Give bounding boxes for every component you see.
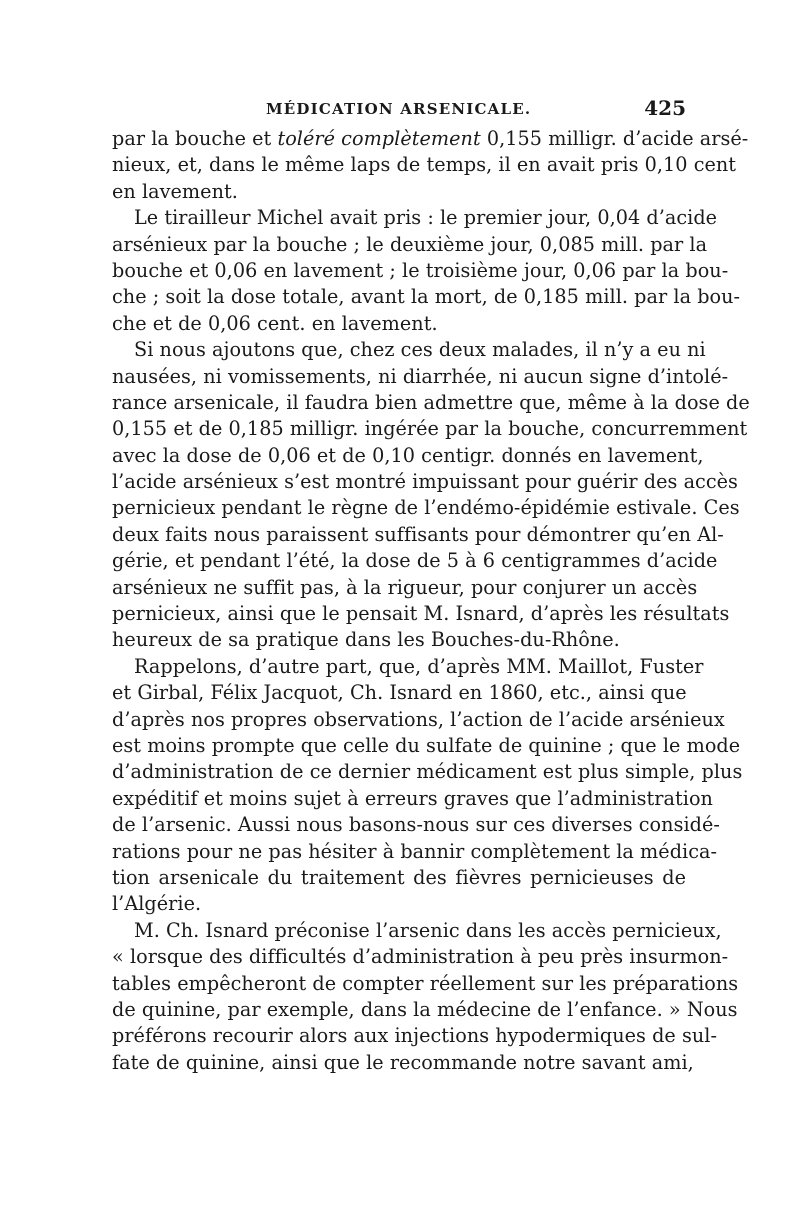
- paragraph-end-line: l’Algérie.: [112, 892, 202, 916]
- running-head: [112, 96, 686, 124]
- text-line: che ; soit la dose totale, avant la mort, de 0,185 mill. par la bou-: [112, 285, 741, 309]
- body-text: [112, 126, 750, 1076]
- paragraph-start-line: Le tirailleur Michel avait pris : le premier jour, 0,04 d’acide: [134, 206, 718, 230]
- text-line: nieux, et, dans le même laps de temps, il en avait pris 0,10 cent: [112, 153, 737, 177]
- text-line: bouche et 0,06 en lavement ; le troisième jour, 0,06 par la bou-: [112, 258, 729, 282]
- text-line: fate de quinine, ainsi que le recommande notre savant ami,: [112, 1050, 694, 1074]
- text-line: nausées, ni vomissements, ni diarrhée, ni aucun signe d’intolé-: [112, 364, 729, 388]
- text-line: par la bouche et toléré complètement 0,155 milligr. d’acide arsé-: [112, 127, 749, 150]
- text-line: 0,155 et de 0,185 milligr. ingérée par la bouche, concurremment: [112, 417, 748, 441]
- text-line: avec la dose de 0,06 et de 0,10 centigr. donnés en lavement,: [112, 443, 704, 467]
- paragraph-start-line: Rappelons, d’autre part, que, d’après MM. Maillot, Fuster: [134, 654, 704, 678]
- text-line: d’administration de ce dernier médicament est plus simple, plus: [112, 760, 743, 784]
- text-line: l’acide arsénieux s’est montré impuissant pour guérir des accès: [112, 470, 738, 494]
- text-line: préférons recourir alors aux injections hypodermiques de sul-: [112, 1024, 717, 1048]
- text-line: deux faits nous paraissent suffisants pour démontrer qu’en Al-: [112, 522, 724, 546]
- text-line: est moins prompte que celle du sulfate de quinine ; que le mode: [112, 733, 741, 757]
- paragraph-end-line: che et de 0,06 cent. en lavement.: [112, 311, 438, 335]
- text-line: « lorsque des difficultés d’administration à peu près insurmon-: [112, 945, 729, 969]
- text-line: d’après nos propres observations, l’action de l’acide arsénieux: [112, 707, 725, 731]
- text-line: rance arsenicale, il faudra bien admettre que, même à la dose de: [112, 390, 750, 414]
- text-line: et Girbal, Félix Jacquot, Ch. Isnard en 1860, etc., ainsi que: [112, 681, 687, 705]
- running-title: MÉDICATION ARSENICALE.: [266, 100, 532, 118]
- text-line: arsénieux ne suffit pas, à la rigueur, pour conjurer un accès: [112, 575, 698, 599]
- text-line: pernicieux, ainsi que le pensait M. Isnard, d’après les résultats: [112, 602, 730, 626]
- paragraph-end-line: en lavement.: [112, 179, 238, 203]
- text-line: pernicieux pendant le règne de l’endémo-épidémie estivale. Ces: [112, 496, 740, 520]
- text-line: de quinine, par exemple, dans la médecine de l’enfance. » Nous: [112, 997, 738, 1021]
- text-line: tables empêcheront de compter réellement sur les préparations: [112, 971, 739, 995]
- emphasis-text: toléré complètement: [277, 127, 481, 150]
- text-line: gérie, et pendant l’été, la dose de 5 à 6 centigrammes d’acide: [112, 549, 718, 573]
- text-line: expéditif et moins sujet à erreurs graves que l’administration: [112, 786, 713, 810]
- text-line: rations pour ne pas hésiter à bannir complètement la médica-: [112, 839, 718, 863]
- paragraph-start-line: Si nous ajoutons que, chez ces deux malades, il n’y a eu ni: [134, 338, 706, 362]
- paragraph-start-line: M. Ch. Isnard préconise l’arsenic dans les accès pernicieux,: [134, 918, 722, 942]
- text-line: de l’arsenic. Aussi nous basons-nous sur ces diverses considé-: [112, 813, 720, 837]
- text-line: tion arsenicale du traitement des fièvres pernicieuses de: [112, 865, 686, 889]
- page-number: 425: [644, 96, 686, 120]
- text-line: arsénieux par la bouche ; le deuxième jour, 0,085 mill. par la: [112, 232, 708, 256]
- paragraph-end-line: heureux de sa pratique dans les Bouches-du-Rhône.: [112, 628, 620, 652]
